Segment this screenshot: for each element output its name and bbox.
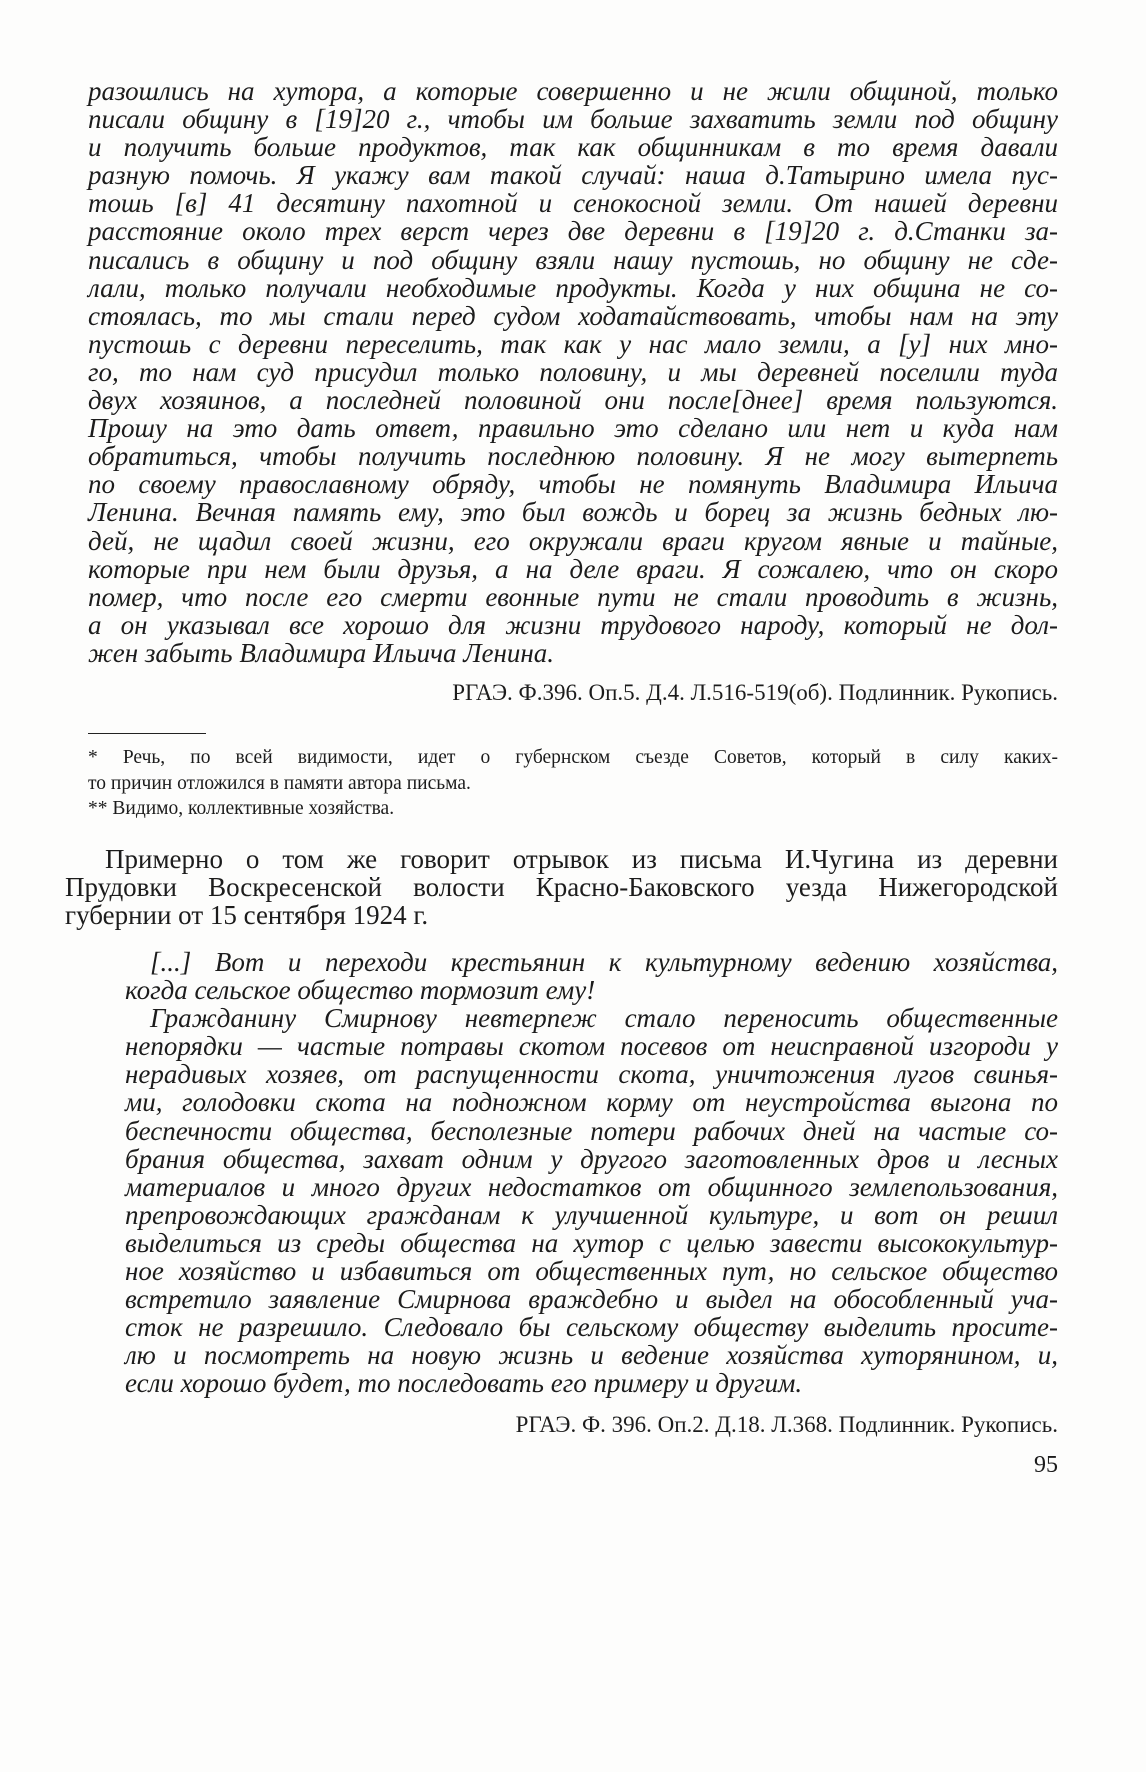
text-line: беспечности общества, бесполезные потери рабочих дней на частые со- bbox=[125, 1115, 1058, 1146]
text-line: писали общину в [19]20 г., чтобы им больше захватить земли под общину bbox=[88, 104, 1058, 135]
text-line: по своему православному обряду, чтобы не помянуть Владимира Ильича bbox=[88, 469, 1058, 500]
footnote-divider bbox=[88, 733, 206, 734]
archive-source-2: РГАЭ. Ф. 396. Оп.2. Д.18. Л.368. Подлинник. Рукопись. bbox=[515, 1412, 1058, 1437]
text-line: стоялась, то мы стали перед судом ходатайствовать, чтобы нам на эту bbox=[88, 300, 1058, 331]
text-line: Прудовки Воскресенской волости Красно-Баковского уезда Нижегородской bbox=[65, 872, 1058, 903]
letter-quote bbox=[125, 948, 1058, 1398]
text-line: расстояние около трех верст через две деревни в [19]20 г. д.Станки за- bbox=[88, 216, 1058, 247]
text-line: ми, голодовки скота на подножном корму от неустройства выгона по bbox=[125, 1087, 1058, 1118]
intro-paragraph bbox=[65, 845, 1058, 930]
text-line: брания общества, захват одним у другого заготовленных дров и лесных bbox=[125, 1143, 1058, 1174]
text-line: Прошу на это дать ответ, правильно это сделано или нет и куда нам bbox=[88, 413, 1058, 444]
text-line: выделиться из среды общества на хутор с целью завести высококультур- bbox=[125, 1227, 1058, 1258]
text-line: Гражданину Смирнову невтерпеж стало переносить общественные bbox=[150, 1003, 1058, 1034]
text-line: нерадивых хозяев, от распущенности скота, уничтожения лугов свинья- bbox=[125, 1059, 1058, 1090]
text-line: если хорошо будет, то последовать его примеру и другим. bbox=[125, 1368, 803, 1399]
text-line: Ленина. Вечная память ему, это был вождь и борец за жизнь бедных лю- bbox=[88, 497, 1058, 528]
text-line: го, то нам суд присудил только половину, и мы деревней поселили туда bbox=[88, 356, 1058, 387]
text-line: материалов и много других недостатков от общинного землепользования, bbox=[125, 1171, 1058, 1202]
text-line: обратиться, чтобы получить последнюю половину. Я не могу вытерпеть bbox=[88, 441, 1058, 472]
text-line: то причин отложился в памяти автора письма. bbox=[88, 772, 471, 794]
text-line: тошь [в] 41 десятину пахотной и сенокосной земли. От нашей деревни bbox=[88, 188, 1058, 219]
text-line: ** Видимо, коллективные хозяйства. bbox=[88, 798, 395, 819]
text-line: губернии от 15 сентября 1924 г. bbox=[65, 900, 429, 931]
page-number: 95 bbox=[1034, 1452, 1058, 1478]
text-line: лали, только получали необходимые продукты. Когда у них община не со- bbox=[88, 272, 1058, 303]
text-line: разошлись на хутора, а которые совершенно и не жили общиной, только bbox=[88, 76, 1058, 106]
text-line: и получить больше продуктов, так как общинникам в то время давали bbox=[88, 132, 1058, 163]
text-line: ное хозяйство и избавиться от общественных пут, но сельское общество bbox=[125, 1256, 1058, 1287]
text-line: пустошь с деревни переселить, так как у нас мало земли, а [у] них мно- bbox=[88, 328, 1058, 359]
text-line: сток не разрешило. Следовало бы сельскому обществу выделить просите- bbox=[125, 1312, 1058, 1343]
text-line: когда сельское общество тормозит ему! bbox=[125, 975, 596, 1006]
text-line: разную помочь. Я укажу вам такой случай: наша д.Татырино имела пус- bbox=[88, 160, 1058, 191]
footnotes bbox=[88, 745, 1058, 822]
text-line: помер, что после его смерти евонные пути не стали проводить в жизнь, bbox=[88, 581, 1058, 612]
text-line: которые при нем были друзья, а на деле враги. Я сожалею, что он скоро bbox=[88, 553, 1058, 584]
text-line: двух хозяинов, а последней половиной они после[днее] время пользуются. bbox=[88, 385, 1058, 416]
text-line: препровождающих гражданам к улучшенной культуре, и вот он решил bbox=[125, 1199, 1058, 1230]
text-line: непорядки — частые потравы скотом посевов от неисправной изгороди у bbox=[125, 1031, 1058, 1062]
text-line: дей, не щадил своей жизни, его окружали враги кругом явные и тайные, bbox=[88, 525, 1058, 556]
letter-continuation bbox=[88, 77, 1058, 667]
text-line: а он указывал все хорошо для жизни трудового народу, который не дол- bbox=[88, 609, 1058, 640]
text-line: Примерно о том же говорит отрывок из письма И.Чугина из деревни bbox=[105, 844, 1058, 874]
text-line: лю и посмотреть на новую жизнь и ведение хозяйства хуторянином, и, bbox=[125, 1340, 1058, 1371]
text-line: * Речь, по всей видимости, идет о губернском съезде Советов, который в силу каких- bbox=[88, 747, 1058, 768]
text-line: писались в общину и под общину взяли нашу пустошь, но общину не сде- bbox=[88, 244, 1058, 275]
text-line: встретило заявление Смирнова враждебно и выдел на обособленный уча- bbox=[125, 1284, 1058, 1315]
text-line: жен забыть Владимира Ильича Ленина. bbox=[88, 637, 555, 668]
archive-source-1: РГАЭ. Ф.396. Оп.5. Д.4. Л.516-519(об). Подлинник. Рукопись. bbox=[452, 680, 1058, 705]
text-line: [...] Вот и переходи крестьянин к культурному ведению хозяйства, bbox=[150, 947, 1058, 977]
